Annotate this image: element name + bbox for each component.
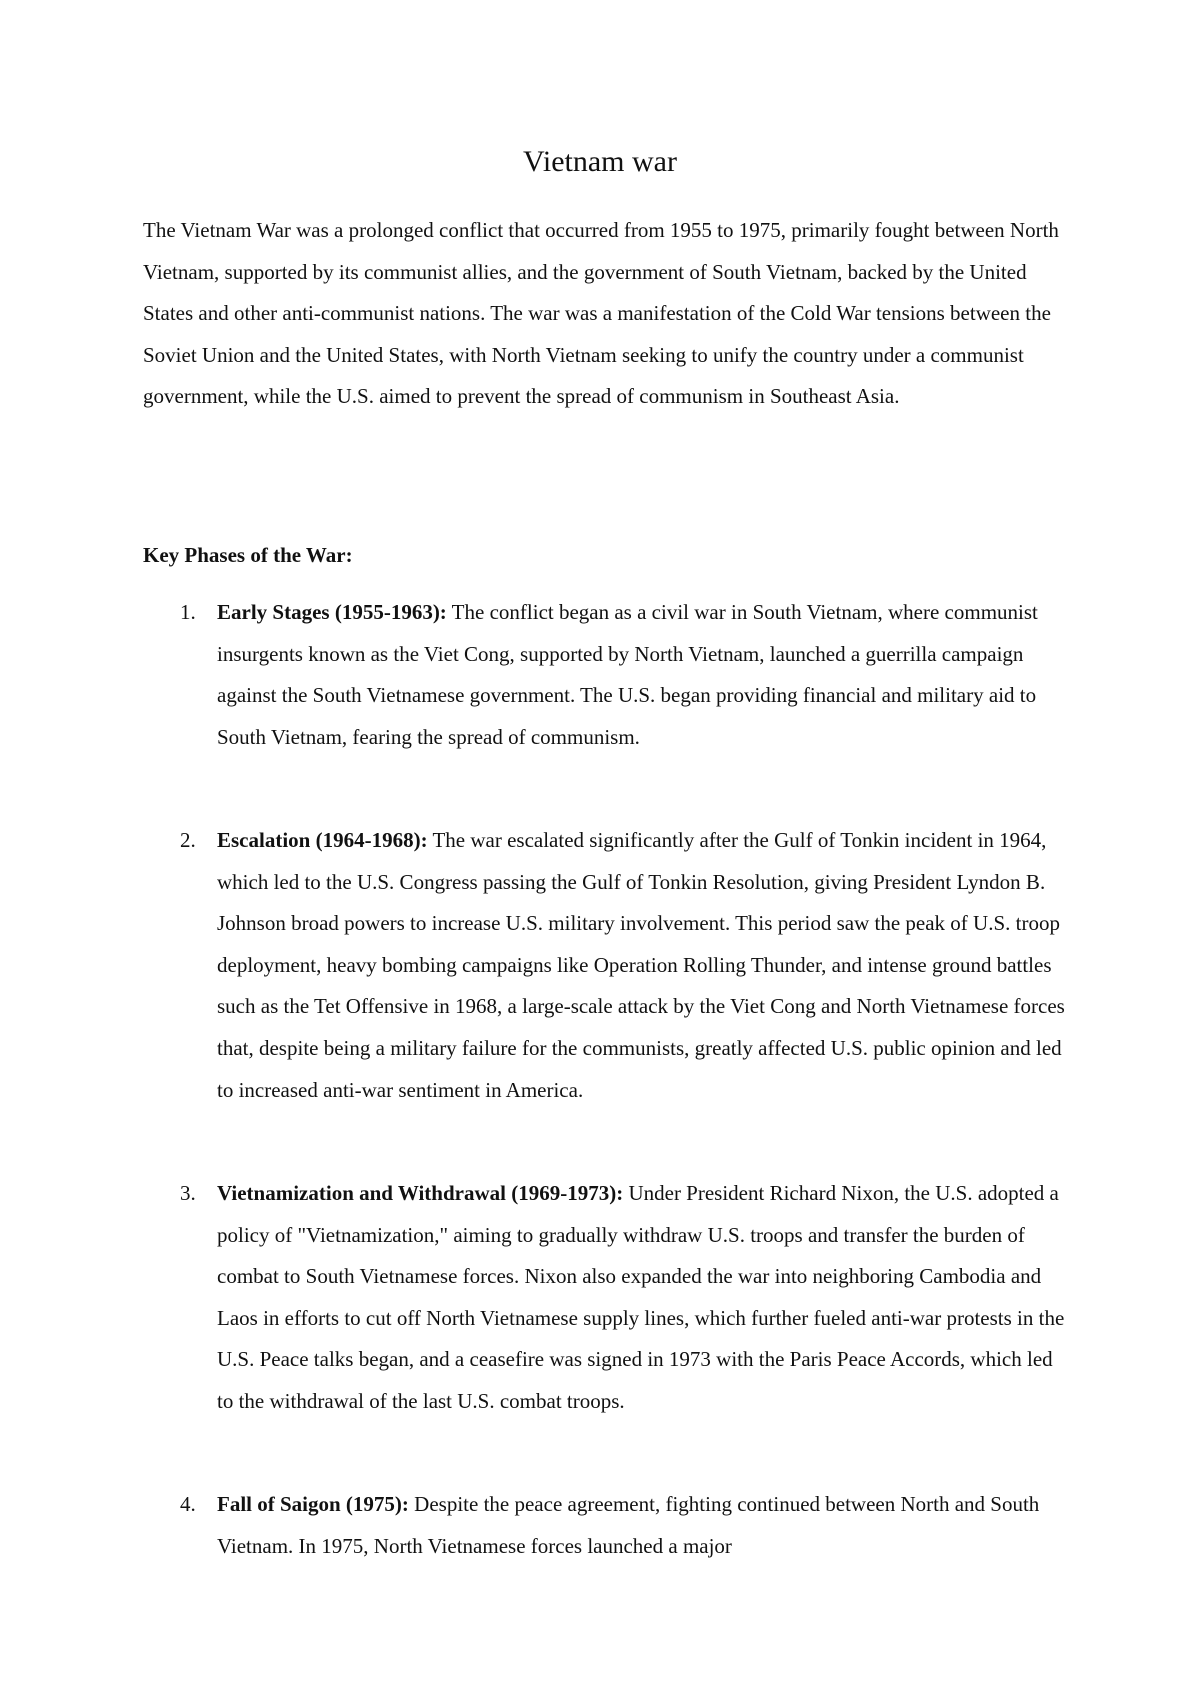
- phase-lead: Escalation (1964-1968):: [217, 828, 428, 852]
- phase-lead: Vietnamization and Withdrawal (1969-1973):: [217, 1181, 624, 1205]
- list-number: 2.: [180, 828, 196, 852]
- list-number: 3.: [180, 1181, 196, 1205]
- phase-text: [217, 1484, 1073, 1567]
- list-number: 4.: [180, 1492, 196, 1516]
- phase-body: Under President Richard Nixon, the U.S. adopted a policy of "Vietnamization," aiming to gradually withdraw U.S. troops and transfer the burden of combat to South Vietnamese forces. Nixon also expanded the war into neighboring Cambodia and Laos in efforts to cut off North Vietnamese supply lines, which further fueled anti-war protests in the U.S. Peace talks began, and a ceasefire was signed in 1973 with the Paris Peace Accords, which led to the withdrawal of the last U.S. combat troops.: [217, 1181, 1065, 1413]
- phases-heading: Key Phases of the War:: [143, 543, 353, 567]
- phase-text: [217, 592, 1073, 758]
- phase-body: Despite the peace agreement, fighting continued between North and South Vietnam. In 1975, North Vietnamese forces launched a major: [217, 1492, 1040, 1558]
- phase-item-escalation: [143, 820, 1073, 1111]
- phase-body: The conflict began as a civil war in South Vietnam, where communist insurgents known as the Viet Cong, supported by North Vietnam, launched a guerrilla campaign against the South Vietnamese government. The U.S. began providing financial and military aid to South Vietnam, fearing the spread of communism.: [217, 600, 1038, 749]
- phase-text: [217, 1173, 1073, 1423]
- intro-paragraph: The Vietnam War was a prolonged conflict that occurred from 1955 to 1975, primarily fought between North Vietnam, supported by its communist allies, and the government of South Vietnam, backed by the United States and other anti-communist nations. The war was a manifestation of the Cold War tensions between the Soviet Union and the United States, with North Vietnam seeking to unify the country under a communist government, while the U.S. aimed to prevent the spread of communism in Southeast Asia.: [143, 218, 1059, 409]
- phase-lead: Fall of Saigon (1975):: [217, 1492, 409, 1516]
- phase-item-vietnamization: [143, 1173, 1073, 1423]
- phase-item-fall-of-saigon: [143, 1484, 1073, 1567]
- document-title: Vietnam war: [523, 145, 677, 178]
- phase-lead: Early Stages (1955-1963):: [217, 600, 447, 624]
- phase-item-early-stages: [143, 592, 1073, 758]
- phase-text: [217, 820, 1073, 1111]
- phase-body: The war escalated significantly after the Gulf of Tonkin incident in 1964, which led to the U.S. Congress passing the Gulf of Tonkin Resolution, giving President Lyndon B. Johnson broad powers to increase U.S. military involvement. This period saw the peak of U.S. troop deployment, heavy bombing campaigns like Operation Rolling Thunder, and intense ground battles such as the Tet Offensive in 1968, a large-scale attack by the Viet Cong and North Vietnamese forces that, despite being a military failure for the communists, greatly affected U.S. public opinion and led to increased anti-war sentiment in America.: [217, 828, 1065, 1102]
- list-number: 1.: [180, 600, 196, 624]
